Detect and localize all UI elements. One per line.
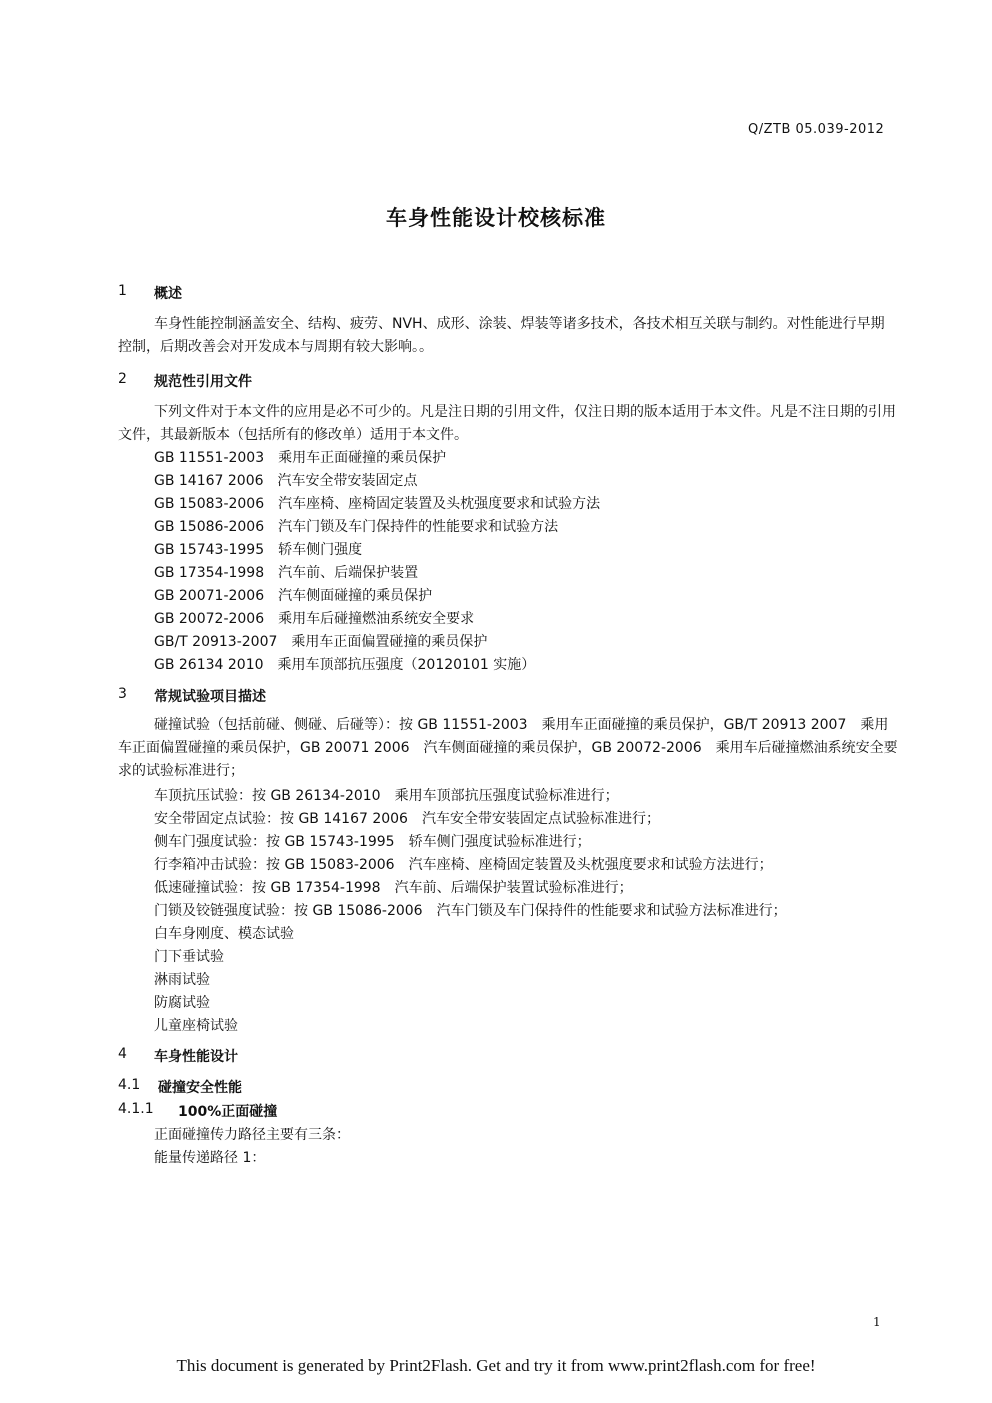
test-item: 儿童座椅试验: [154, 1018, 238, 1034]
test-item: 门下垂试验: [154, 949, 224, 965]
section-3-paragraph: 碰撞试验（包括前碰、侧碰、后碰等）：按 GB 11551-2003 乘用车正面碰撞的乘员保护，GB/T 20913 2007 乘用车正面偏置碰撞的乘员保护，GB 20071 2006 汽车侧面碰撞的乘员保护，GB 20072-2006 乘用车后碰撞燃油系统安全要求的试验标准进行；: [118, 717, 898, 779]
test-item: 白车身刚度、模态试验: [154, 926, 294, 942]
subsection-4-1-number: 4.1: [118, 1077, 141, 1093]
test-item: 淋雨试验: [154, 972, 210, 988]
test-item: 门锁及铰链强度试验：按 GB 15086-2006 汽车门锁及车门保持件的性能要求和试验方法标准进行；: [154, 903, 787, 919]
section-1-number: 1: [118, 283, 127, 299]
test-item: 低速碰撞试验：按 GB 17354-1998 汽车前、后端保护装置试验标准进行；: [154, 880, 633, 896]
reference-item: GB 15743-1995 轿车侧门强度: [154, 542, 363, 558]
reference-item: GB 20072-2006 乘用车后碰撞燃油系统安全要求: [154, 611, 475, 627]
body-line: 正面碰撞传力路径主要有三条：: [154, 1127, 350, 1143]
section-2-paragraph: 下列文件对于本文件的应用是必不可少的。凡是注日期的引用文件，仅注日期的版本适用于本文件。凡是不注日期的引用文件，其最新版本（包括所有的修改单）适用于本文件。: [118, 404, 896, 443]
reference-item: GB 14167 2006 汽车安全带安装固定点: [154, 473, 418, 489]
section-4-number: 4: [118, 1046, 127, 1062]
section-1-paragraph: 车身性能控制涵盖安全、结构、疲劳、NVH、成形、涂装、焊装等诸多技术，各技术相互关联与制约。对性能进行早期控制，后期改善会对开发成本与周期有较大影响。。: [118, 316, 885, 355]
test-item: 车顶抗压试验：按 GB 26134-2010 乘用车顶部抗压强度试验标准进行；: [154, 788, 619, 804]
page-number: 1: [873, 1315, 881, 1329]
reference-item: GB 20071-2006 汽车侧面碰撞的乘员保护: [154, 588, 433, 604]
section-4-heading: 车身性能设计: [154, 1049, 238, 1065]
page-title: 车身性能设计校核标准: [386, 206, 606, 230]
section-2-number: 2: [118, 371, 127, 387]
test-item: 安全带固定点试验：按 GB 14167 2006 汽车安全带安装固定点试验标准进行；: [154, 811, 660, 827]
section-3-number: 3: [118, 686, 127, 702]
test-item: 行李箱冲击试验：按 GB 15083-2006 汽车座椅、座椅固定装置及头枕强度要求和试验方法进行；: [154, 857, 773, 873]
subsection-4-1-1-heading: 100%正面碰撞: [178, 1104, 278, 1120]
test-item: 侧车门强度试验：按 GB 15743-1995 轿车侧门强度试验标准进行；: [154, 834, 591, 850]
document-number: Q/ZTB 05.039-2012: [748, 122, 885, 137]
test-item: 防腐试验: [154, 995, 210, 1011]
subsection-4-1-heading: 碰撞安全性能: [158, 1080, 242, 1096]
reference-item: GB 17354-1998 汽车前、后端保护装置: [154, 565, 419, 581]
reference-item: GB 26134 2010 乘用车顶部抗压强度（20120101 实施）: [154, 657, 536, 673]
section-2-heading: 规范性引用文件: [154, 374, 252, 390]
generator-footer: This document is generated by Print2Flash. Get and try it from www.print2flash.com for free!: [176, 1356, 816, 1375]
section-3-heading: 常规试验项目描述: [154, 689, 266, 705]
reference-item: GB 11551-2003 乘用车正面碰撞的乘员保护: [154, 450, 447, 466]
reference-item: GB 15083-2006 汽车座椅、座椅固定装置及头枕强度要求和试验方法: [154, 496, 601, 512]
subsection-4-1-1-number: 4.1.1: [118, 1101, 154, 1117]
section-1-heading: 概述: [154, 286, 182, 302]
reference-item: GB 15086-2006 汽车门锁及车门保持件的性能要求和试验方法: [154, 519, 559, 535]
body-line: 能量传递路径 1：: [154, 1150, 266, 1166]
reference-item: GB/T 20913-2007 乘用车正面偏置碰撞的乘员保护: [154, 634, 488, 650]
